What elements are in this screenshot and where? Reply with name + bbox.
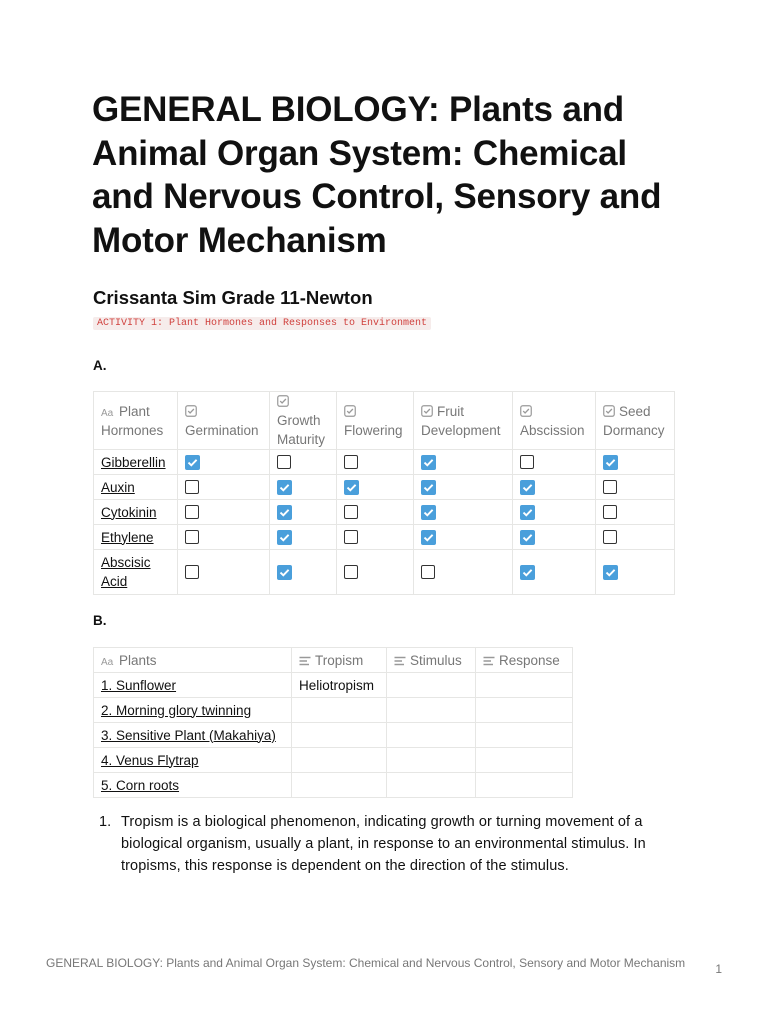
plant-name-cell [94, 748, 292, 773]
checkbox-cell-flowering [337, 500, 414, 525]
checkbox-cell-germination [178, 550, 270, 595]
column-header-plants[interactable] [94, 648, 292, 673]
checkbox-cell-growth-maturity [270, 500, 337, 525]
answer-text: Tropism is a biological phenomenon, indicating growth or turning movement of a biological organism, usually a plant, in response to an environmental stimulus. In tropisms, this response is dependent on the direction of the stimulus. [121, 814, 646, 874]
checked-checkbox-icon[interactable] [277, 505, 292, 520]
checkbox-cell-abscission [513, 550, 596, 595]
table-row [94, 673, 573, 698]
text-property-icon [483, 656, 495, 666]
page-number: 1 [715, 962, 722, 976]
table-row [94, 723, 573, 748]
plant-name-cell [94, 773, 292, 798]
checkbox-cell-germination [178, 450, 270, 475]
column-label: Response [499, 652, 560, 668]
unchecked-checkbox-icon[interactable] [185, 480, 199, 494]
column-header-growth-maturity[interactable] [270, 392, 337, 450]
column-label: Seed Dormancy [603, 403, 665, 438]
table-row [94, 748, 573, 773]
section-b-label: B. [93, 613, 107, 628]
table-row [94, 525, 675, 550]
tropism-cell[interactable]: Heliotropism [292, 673, 387, 698]
table-row [94, 698, 573, 723]
checkbox-cell-germination [178, 500, 270, 525]
unchecked-checkbox-icon[interactable] [344, 505, 358, 519]
column-header-germination[interactable] [178, 392, 270, 450]
hormone-name-cell [94, 525, 178, 550]
checked-checkbox-icon[interactable] [603, 565, 618, 580]
response-cell[interactable] [476, 723, 573, 748]
checkbox-cell-seed-dormancy [596, 450, 675, 475]
checkbox-property-icon [520, 405, 532, 417]
checkbox-cell-germination [178, 525, 270, 550]
column-header-flowering[interactable] [337, 392, 414, 450]
checked-checkbox-icon[interactable] [277, 565, 292, 580]
checkbox-cell-germination [178, 475, 270, 500]
checked-checkbox-icon[interactable] [277, 480, 292, 495]
hormone-page-link[interactable]: Abscisic Acid [101, 555, 151, 589]
checkbox-cell-flowering [337, 450, 414, 475]
footer-document-title: GENERAL BIOLOGY: Plants and Animal Organ System: Chemical and Nervous Control, Sensory and Motor Mechanism [46, 956, 686, 970]
checkbox-cell-fruit-development [414, 525, 513, 550]
checked-checkbox-icon[interactable] [520, 505, 535, 520]
text-property-icon [299, 656, 311, 666]
checkbox-property-icon [344, 405, 356, 417]
hormone-page-link[interactable]: Gibberellin [101, 454, 166, 470]
checked-checkbox-icon[interactable] [421, 530, 436, 545]
checkbox-cell-abscission [513, 475, 596, 500]
unchecked-checkbox-icon[interactable] [185, 530, 199, 544]
checkbox-cell-fruit-development [414, 475, 513, 500]
checkbox-cell-seed-dormancy [596, 475, 675, 500]
unchecked-checkbox-icon[interactable] [603, 480, 617, 494]
column-label: Stimulus [410, 652, 462, 668]
checkbox-cell-growth-maturity [270, 525, 337, 550]
unchecked-checkbox-icon[interactable] [277, 455, 291, 469]
response-cell[interactable] [476, 773, 573, 798]
tropism-cell[interactable] [292, 748, 387, 773]
section-a-label: A. [93, 358, 107, 373]
column-label: Plant Hormones [101, 403, 164, 438]
checked-checkbox-icon[interactable] [421, 505, 436, 520]
checkbox-cell-flowering [337, 525, 414, 550]
checked-checkbox-icon[interactable] [520, 530, 535, 545]
plant-page-link[interactable]: 5. Corn roots [101, 777, 180, 793]
column-header-stimulus[interactable] [387, 648, 476, 673]
stimulus-cell[interactable] [387, 698, 476, 723]
checkbox-property-icon [277, 395, 289, 407]
column-header-response[interactable] [476, 648, 573, 673]
hormone-page-link[interactable]: Cytokinin [101, 504, 157, 520]
plant-page-link[interactable]: 4. Venus Flytrap [101, 752, 199, 768]
checkbox-cell-seed-dormancy [596, 525, 675, 550]
hormone-name-cell [94, 550, 178, 595]
stimulus-cell[interactable] [387, 723, 476, 748]
hormone-name-cell [94, 450, 178, 475]
checkbox-cell-abscission [513, 525, 596, 550]
table-row [94, 475, 675, 500]
activity-code-tag: ACTIVITY 1: Plant Hormones and Responses to Environment [93, 317, 431, 330]
title-property-icon [101, 407, 115, 417]
checkbox-property-icon [421, 405, 433, 417]
unchecked-checkbox-icon[interactable] [185, 565, 199, 579]
table-row [94, 550, 675, 595]
stimulus-cell[interactable] [387, 773, 476, 798]
checked-checkbox-icon[interactable] [520, 480, 535, 495]
checkbox-cell-abscission [513, 450, 596, 475]
column-header-tropism[interactable] [292, 648, 387, 673]
column-header-fruit-development[interactable] [414, 392, 513, 450]
tropism-cell[interactable] [292, 698, 387, 723]
checked-checkbox-icon[interactable] [277, 530, 292, 545]
unchecked-checkbox-icon[interactable] [421, 565, 435, 579]
column-label: Plants [119, 652, 157, 668]
answer-number: 1. [99, 814, 112, 830]
plant-page-link[interactable]: 3. Sensitive Plant (Makahiya) [101, 727, 276, 743]
page-title: GENERAL BIOLOGY: Plants and Animal Organ System: Chemical and Nervous Control, Sensory and Motor Mechanism [92, 90, 662, 260]
checkbox-cell-flowering [337, 550, 414, 595]
checkbox-cell-fruit-development [414, 450, 513, 475]
column-label: Fruit Development [421, 403, 501, 438]
column-label: Flowering [344, 422, 403, 438]
stimulus-cell[interactable] [387, 673, 476, 698]
stimulus-cell[interactable] [387, 748, 476, 773]
tropism-header-row [94, 648, 573, 673]
column-header-plant-hormones[interactable] [94, 392, 178, 450]
table-row [94, 500, 675, 525]
checkbox-cell-fruit-development [414, 500, 513, 525]
checked-checkbox-icon[interactable] [520, 565, 535, 580]
unchecked-checkbox-icon[interactable] [603, 505, 617, 519]
plant-page-link[interactable]: 1. Sunflower [101, 677, 177, 693]
checkbox-cell-flowering [337, 475, 414, 500]
checked-checkbox-icon[interactable] [421, 480, 436, 495]
checkbox-cell-fruit-development [414, 550, 513, 595]
checkbox-property-icon [603, 405, 615, 417]
unchecked-checkbox-icon[interactable] [344, 455, 358, 469]
table-row [94, 773, 573, 798]
plant-name-cell [94, 673, 292, 698]
column-label: Growth Maturity [277, 413, 326, 447]
table-row [94, 450, 675, 475]
column-label: Tropism [315, 652, 364, 668]
column-label: Germination [185, 422, 259, 438]
hormone-name-cell [94, 475, 178, 500]
checked-checkbox-icon[interactable] [185, 455, 200, 470]
svg-text:Aa: Aa [101, 407, 114, 417]
plant-name-cell [94, 698, 292, 723]
checkbox-cell-seed-dormancy [596, 550, 675, 595]
column-header-abscission[interactable] [513, 392, 596, 450]
checkbox-property-icon [185, 405, 197, 417]
hormone-name-cell [94, 500, 178, 525]
unchecked-checkbox-icon[interactable] [344, 565, 358, 579]
column-header-seed-dormancy[interactable] [596, 392, 675, 450]
title-property-icon [101, 656, 115, 666]
checked-checkbox-icon[interactable] [421, 455, 436, 470]
checkbox-cell-growth-maturity [270, 475, 337, 500]
response-cell[interactable] [476, 698, 573, 723]
unchecked-checkbox-icon[interactable] [520, 455, 534, 469]
checked-checkbox-icon[interactable] [603, 455, 618, 470]
svg-text:Aa: Aa [101, 656, 114, 666]
hormones-header-row [94, 392, 675, 450]
checkbox-cell-abscission [513, 500, 596, 525]
plant-page-link[interactable]: 2. Morning glory twinning [101, 702, 252, 718]
column-label: Abscission [520, 422, 585, 438]
unchecked-checkbox-icon[interactable] [603, 530, 617, 544]
tropism-cell[interactable] [292, 723, 387, 748]
hormones-table [93, 391, 675, 595]
checkbox-cell-growth-maturity [270, 550, 337, 595]
checked-checkbox-icon[interactable] [344, 480, 359, 495]
unchecked-checkbox-icon[interactable] [185, 505, 199, 519]
unchecked-checkbox-icon[interactable] [344, 530, 358, 544]
response-cell[interactable] [476, 673, 573, 698]
checkbox-cell-growth-maturity [270, 450, 337, 475]
text-property-icon [394, 656, 406, 666]
author-heading: Crissanta Sim Grade 11-Newton [93, 287, 373, 308]
hormone-page-link[interactable]: Auxin [101, 479, 135, 495]
hormone-page-link[interactable]: Ethylene [101, 529, 154, 545]
response-cell[interactable] [476, 748, 573, 773]
tropism-table [93, 647, 573, 798]
tropism-cell[interactable] [292, 773, 387, 798]
checkbox-cell-seed-dormancy [596, 500, 675, 525]
plant-name-cell [94, 723, 292, 748]
